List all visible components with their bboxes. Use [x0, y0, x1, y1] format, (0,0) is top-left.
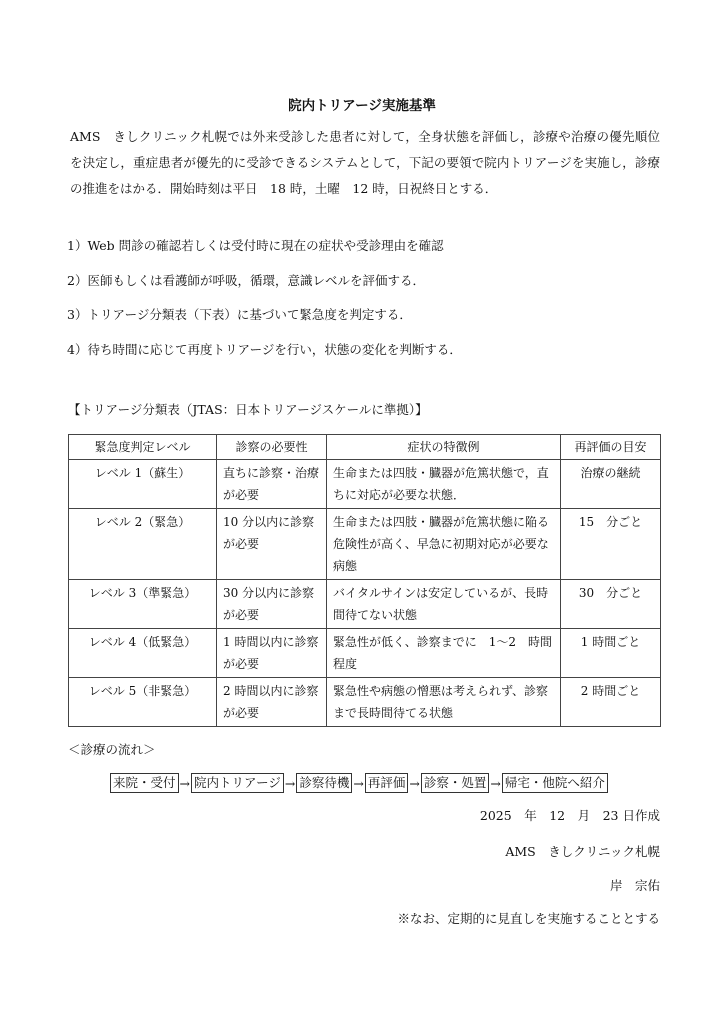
- cell-reassess: 30 分ごと: [561, 580, 661, 629]
- right-arrow-icon: →: [490, 775, 501, 791]
- flow-step: 来院・受付: [110, 773, 179, 793]
- care-flow: [110, 773, 608, 793]
- right-arrow-icon: →: [284, 775, 296, 791]
- step-item: 1）Web 問診の確認若しくは受付時に現在の症状や受診理由を確認: [67, 238, 444, 253]
- table-row: [69, 460, 661, 509]
- step-item: 2）医師もしくは看護師が呼吸，循環，意識レベルを評価する．: [67, 272, 425, 288]
- cell-level: レベル 3（準緊急）: [69, 580, 217, 629]
- cell-reassess: 15 分ごと: [561, 509, 661, 580]
- document-title: 院内トリアージ実施基準: [288, 98, 436, 114]
- flow-step: 再評価: [365, 773, 409, 793]
- creation-date: 2025 年 12 月 23 日作成: [479, 808, 660, 823]
- table-header-row: [69, 435, 661, 460]
- cell-symptoms: 緊急性が低く、診察までに 1〜2 時間程度: [327, 629, 561, 678]
- table-title: 【トリアージ分類表（JTAS：日本トリアージスケールに準拠）】: [68, 402, 428, 417]
- cell-reassess: 2 時間ごと: [561, 678, 661, 727]
- cell-reassess: 治療の継続: [561, 460, 661, 509]
- header-necessity: 診察の必要性: [217, 435, 327, 460]
- procedure-steps: [67, 233, 667, 371]
- right-arrow-icon: →: [179, 775, 190, 791]
- flow-step: 帰宅・他院へ紹介: [502, 773, 608, 793]
- cell-necessity: 30 分以内に診察が必要: [217, 580, 327, 629]
- cell-necessity: 1 時間以内に診察が必要: [217, 629, 327, 678]
- review-note: ※なお、定期的に見直しを実施することとする: [397, 911, 660, 926]
- table-row: [69, 678, 661, 727]
- table-row: [69, 580, 661, 629]
- header-reassess: 再評価の目安: [561, 435, 661, 460]
- table-row: [69, 629, 661, 678]
- cell-necessity: 10 分以内に診察が必要: [217, 509, 327, 580]
- cell-necessity: 2 時間以内に診察が必要: [217, 678, 327, 727]
- triage-table: [68, 434, 661, 727]
- cell-reassess: 1 時間ごと: [561, 629, 661, 678]
- step-item: 4）待ち時間に応じて再度トリアージを行い，状態の変化を判断する．: [67, 341, 462, 357]
- cell-level: レベル 1（蘇生）: [69, 460, 217, 509]
- cell-symptoms: 生命または四肢・臓器が危篤状態で，直ちに対応が必要な状態．: [327, 460, 561, 509]
- cell-necessity: 直ちに診察・治療が必要: [217, 460, 327, 509]
- cell-level: レベル 5（非緊急）: [69, 678, 217, 727]
- cell-level: レベル 2（緊急）: [69, 509, 217, 580]
- right-arrow-icon: →: [353, 775, 364, 791]
- flow-title: ＜診療の流れ＞: [68, 742, 156, 757]
- cell-symptoms: 生命または四肢・臓器が危篤状態に陥る危険性が高く、早急に初期対応が必要な病態: [327, 509, 561, 580]
- intro-paragraph: AMS きしクリニック札幌では外来受診した患者に対して，全身状態を評価し，診療や治療の優先順位を決定し，重症患者が優先的に受診できるシステムとして，下記の要領で院内トリアージを実施し，診療の推進をはかる．開始時刻は平日 18 時，土曜 12 時，日祝終日とする．: [70, 129, 660, 196]
- header-symptoms: 症状の特徴例: [327, 435, 561, 460]
- clinic-name: AMS きしクリニック札幌: [505, 844, 660, 859]
- cell-level: レベル 4（低緊急）: [69, 629, 217, 678]
- cell-symptoms: 緊急性や病態の憎悪は考えられず、診察まで長時間待てる状態: [327, 678, 561, 727]
- step-item: 3）トリアージ分類表（下表）に基づいて緊急度を判定する．: [67, 307, 412, 322]
- table-row: [69, 509, 661, 580]
- author-name: 岸 宗佑: [609, 878, 660, 893]
- flow-step: 院内トリアージ: [191, 773, 284, 793]
- right-arrow-icon: →: [409, 775, 420, 791]
- flow-step: 診察待機: [296, 773, 352, 793]
- header-level: 緊急度判定レベル: [69, 435, 217, 460]
- cell-symptoms: バイタルサインは安定しているが、長時間待てない状態: [327, 580, 561, 629]
- flow-step: 診察・処置: [421, 773, 490, 793]
